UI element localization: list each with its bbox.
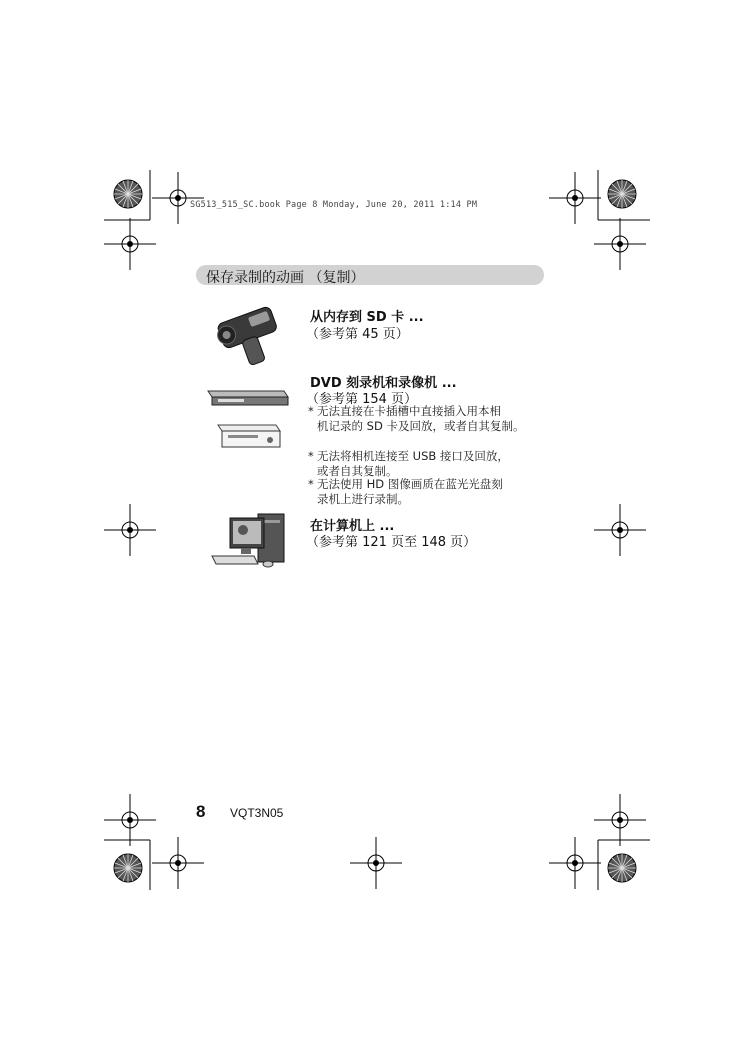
entry-dvd-title: DVD 刻录机和录像机 ... <box>310 376 457 391</box>
note-item: * 无法直接在卡插槽中直接插入用本相 机记录的 SD 卡及回放，或者自其复制。 <box>308 404 533 434</box>
entry-dvd-ref: （参考第 154 页） <box>306 392 418 407</box>
note-text: 无法将相机连接至 USB 接口及回放， <box>317 449 509 463</box>
camcorder-icon <box>210 300 290 370</box>
entry-sd-ref: （参考第 45 页） <box>306 327 409 342</box>
document-code: VQT3N05 <box>230 806 284 820</box>
entry-pc-ref: （参考第 121 页至 148 页） <box>306 535 477 550</box>
section-title: 保存录制的动画 （复制） <box>206 270 365 286</box>
entry-sd-title: 从内存到 SD 卡 ... <box>310 310 424 325</box>
note-text-cont: 录机上进行录制。 <box>317 492 409 506</box>
dvd-recorder-icon <box>206 385 291 455</box>
note-item: * 无法将相机连接至 USB 接口及回放， 或者自其复制。 <box>308 449 533 479</box>
file-info-header: SG513_515_SC.book Page 8 Monday, June 20, 2011 1:14 PM <box>190 200 478 210</box>
computer-icon <box>210 510 290 570</box>
note-item: * 无法使用 HD 图像画质在蓝光光盘刻 录机上进行录制。 <box>308 477 533 507</box>
note-text-cont: 机记录的 SD 卡及回放，或者自其复制。 <box>317 419 525 433</box>
entry-pc-title: 在计算机上 ... <box>310 519 395 534</box>
page-number: 8 <box>196 802 206 821</box>
note-text: 无法使用 HD 图像画质在蓝光光盘刻 <box>317 477 503 491</box>
note-text-cont: 或者自其复制。 <box>317 464 398 478</box>
note-text: 无法直接在卡插槽中直接插入用本相 <box>317 404 501 418</box>
